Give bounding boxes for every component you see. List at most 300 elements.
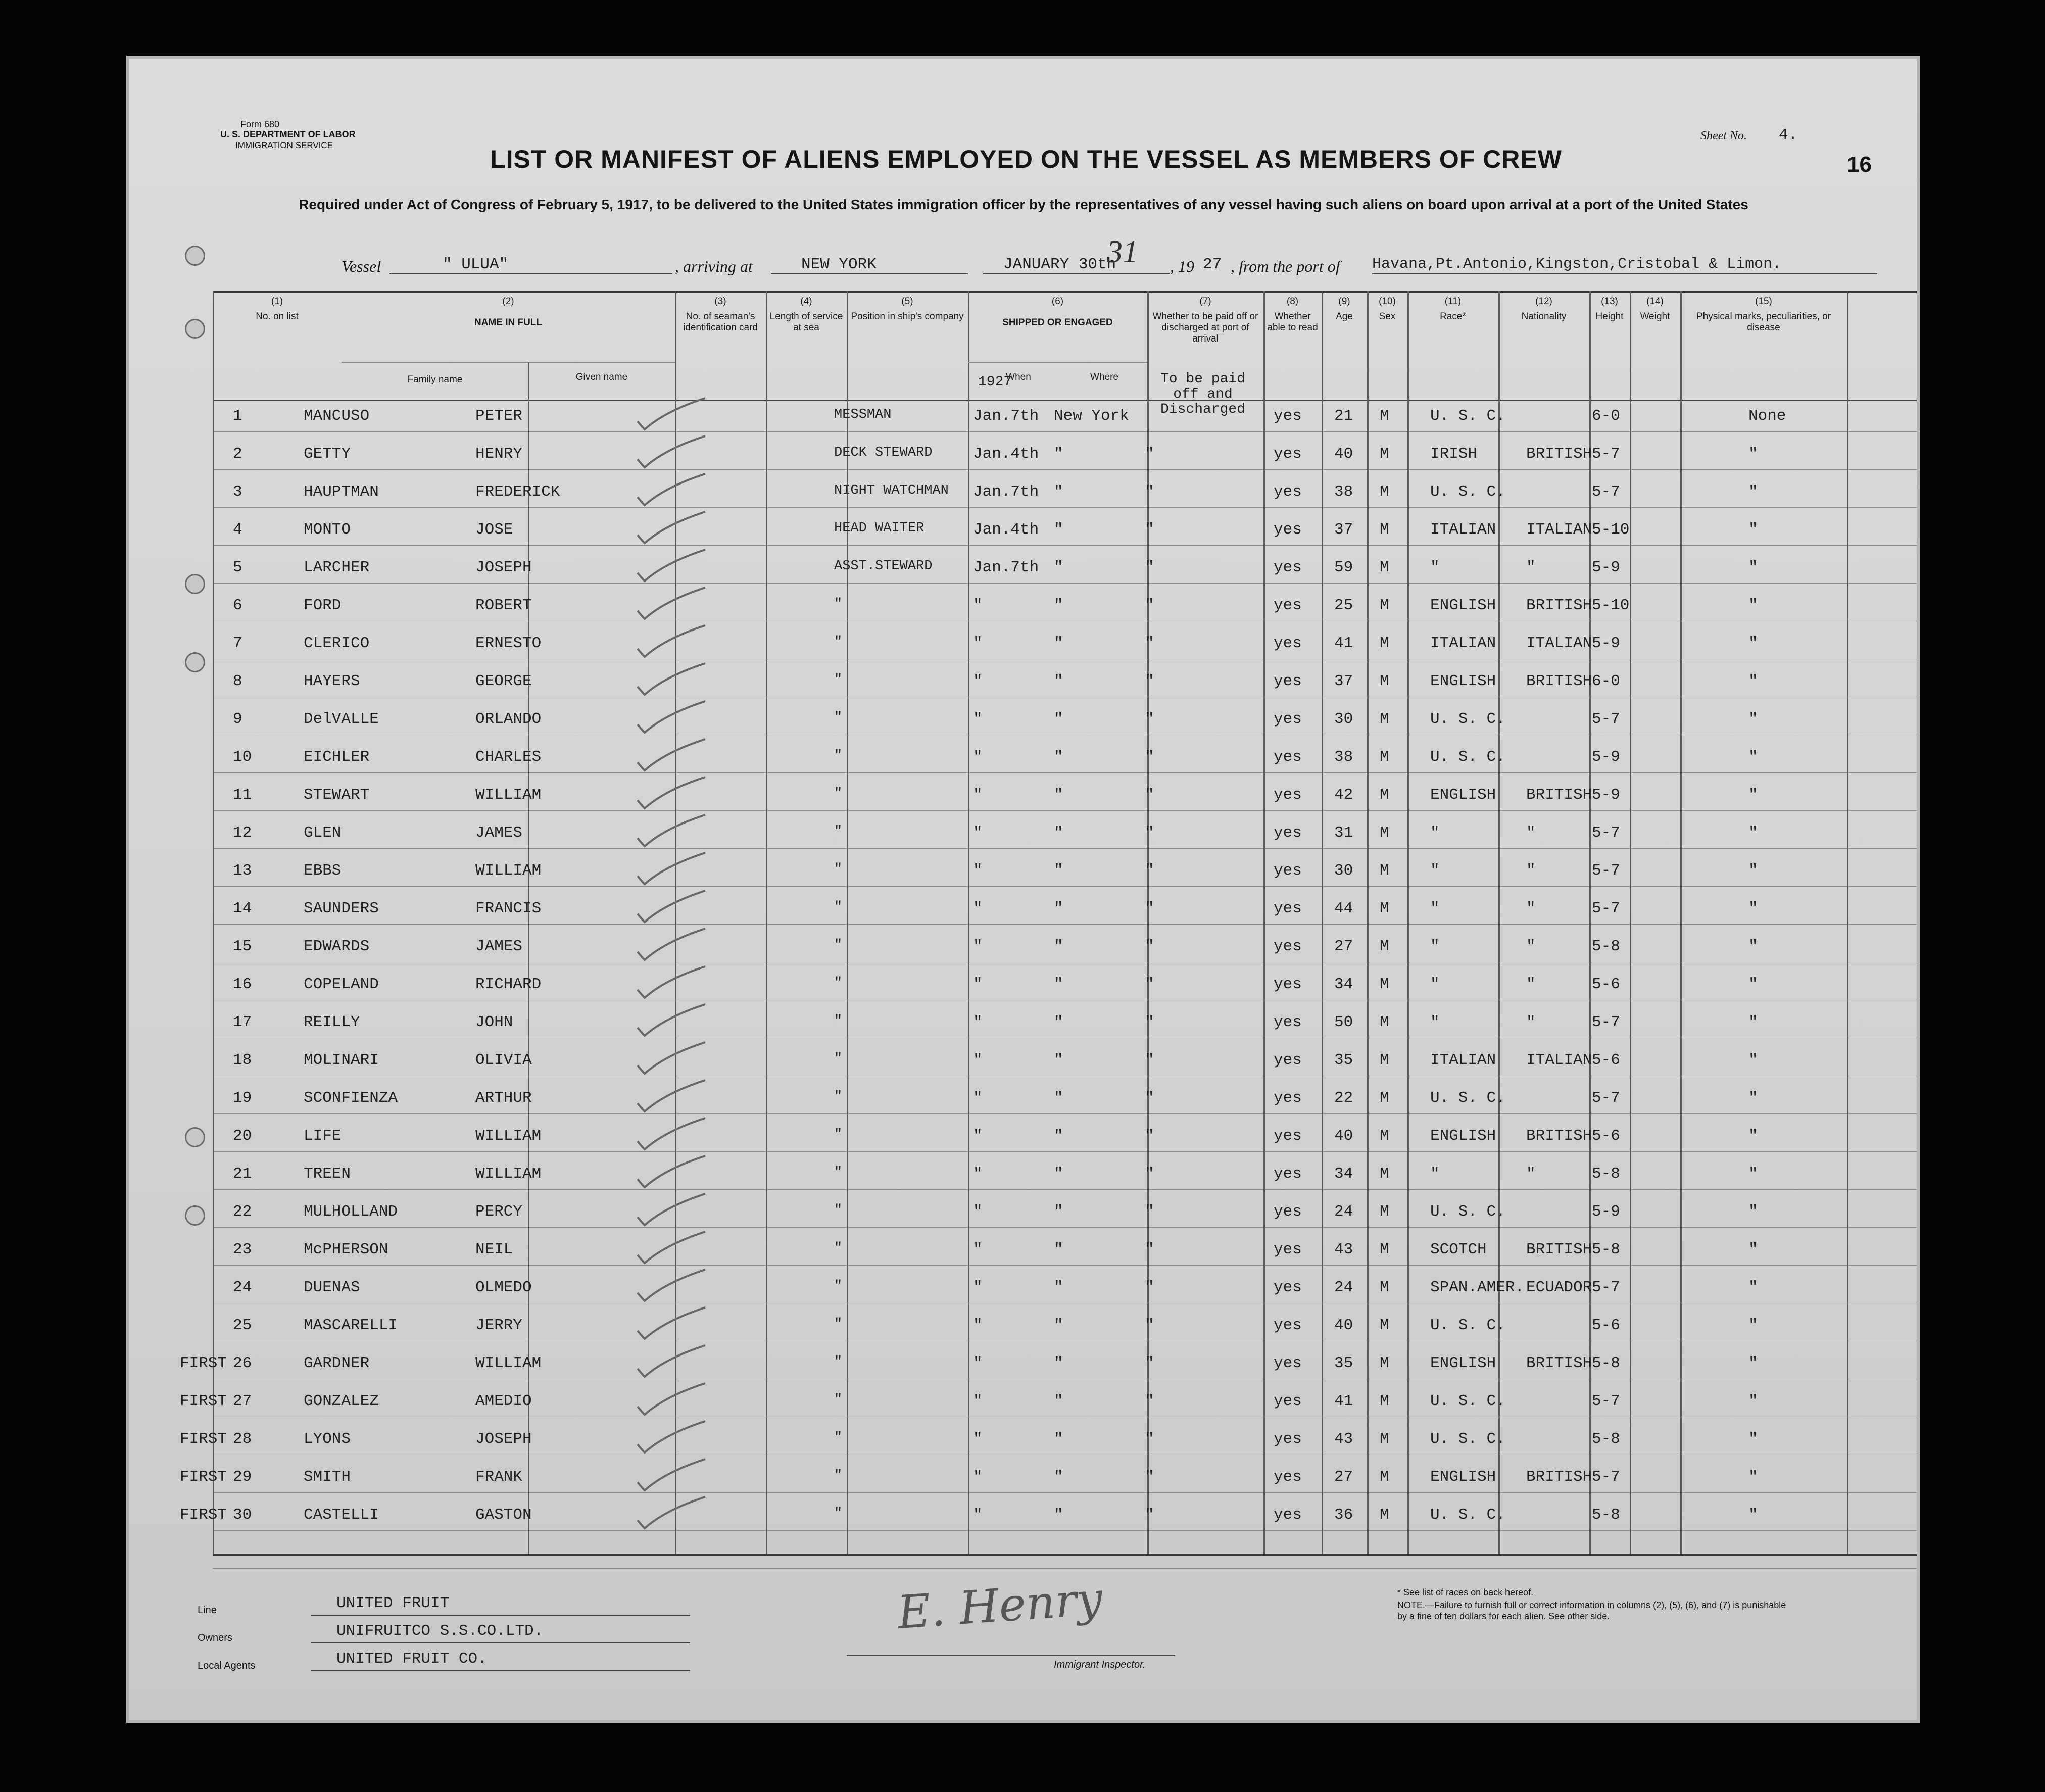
cell-list-number: 17: [233, 1013, 252, 1031]
column-header: Weight: [1640, 311, 1670, 322]
cell-shipped-when: ": [973, 824, 983, 842]
cell-shipped-when: ": [973, 1051, 983, 1069]
cell-position: ASST.STEWARD: [834, 559, 933, 574]
cell-shipped-when: ": [973, 597, 983, 614]
cell-age: 24: [1334, 1203, 1353, 1221]
column-header: Length of service at sea: [769, 311, 843, 333]
column-header: SHIPPED OR ENGAGED: [1002, 317, 1113, 328]
cell-nationality: ": [1526, 559, 1536, 576]
cell-list-number: 9: [233, 710, 242, 728]
cell-position: ": [834, 1241, 843, 1256]
cell-position: ": [834, 786, 843, 801]
cell-position: NIGHT WATCHMAN: [834, 483, 949, 498]
check-mark-icon: [635, 775, 710, 810]
cell-physical-marks: ": [1748, 1127, 1758, 1145]
cell-given-name: JOHN: [475, 1013, 513, 1031]
cell-able-to-read: yes: [1274, 786, 1302, 804]
cell-sex: M: [1380, 1392, 1389, 1410]
cell-position: ": [834, 672, 843, 688]
cell-height: 5-10: [1592, 597, 1630, 614]
cell-able-to-read: yes: [1274, 1506, 1302, 1524]
cell-race: U. S. C.: [1430, 483, 1505, 501]
cell-race: ENGLISH: [1430, 786, 1496, 804]
cell-shipped-where: ": [1054, 1506, 1063, 1524]
arriving-label: , arriving at: [675, 257, 753, 275]
cell-shipped-when: ": [973, 976, 983, 993]
header-when: When: [1006, 372, 1031, 382]
cell-able-to-read: yes: [1274, 1089, 1302, 1107]
column-rule: [1367, 291, 1369, 1554]
cell-list-number: 18: [233, 1051, 252, 1069]
row-rule: [213, 772, 1920, 773]
column-rule: [1847, 291, 1848, 1554]
column-rule: [1498, 291, 1500, 1554]
cell-able-to-read: yes: [1274, 407, 1302, 425]
cell-age: 41: [1334, 1392, 1353, 1410]
row-rule: [213, 583, 1920, 584]
cell-family-name: STEWART: [304, 786, 370, 804]
cell-shipped-when: ": [973, 1430, 983, 1448]
check-mark-icon: [635, 1305, 710, 1341]
cell-race: U. S. C.: [1430, 1317, 1505, 1334]
cell-position: ": [834, 938, 843, 953]
cell-list-number: 14: [233, 900, 252, 917]
cell-position: ": [834, 748, 843, 763]
cell-shipped-when: ": [973, 710, 983, 728]
cell-sex: M: [1380, 1165, 1389, 1183]
cell-given-name: FREDERICK: [475, 483, 560, 501]
cell-paid-off-status: ": [1145, 900, 1154, 917]
cell-list-number: 12: [233, 824, 252, 842]
column-number: (4): [800, 296, 812, 307]
cell-given-name: ROBERT: [475, 597, 532, 614]
cell-given-name: OLMEDO: [475, 1279, 532, 1296]
cell-list-number: 10: [233, 748, 252, 766]
punch-hole: [185, 246, 205, 266]
cell-physical-marks: ": [1748, 862, 1758, 880]
cell-list-number: 16: [233, 976, 252, 993]
cell-age: 35: [1334, 1354, 1353, 1372]
cell-crew-class: FIRST: [180, 1430, 227, 1448]
cell-family-name: TREEN: [304, 1165, 351, 1183]
cell-able-to-read: yes: [1274, 445, 1302, 463]
cell-given-name: JAMES: [475, 938, 523, 955]
cell-height: 5-7: [1592, 1468, 1620, 1486]
cell-paid-off-status: ": [1145, 559, 1154, 576]
cell-paid-off-status: ": [1145, 1392, 1154, 1410]
column-header: Nationality: [1521, 311, 1567, 322]
cell-height: 5-7: [1592, 483, 1620, 501]
cell-height: 5-9: [1592, 748, 1620, 766]
cell-race: ": [1430, 824, 1440, 842]
column-rule: [847, 291, 848, 1554]
cell-shipped-when: ": [973, 1013, 983, 1031]
cell-age: 30: [1334, 710, 1353, 728]
year-prefix: , 19: [1170, 257, 1194, 275]
cell-shipped-where: ": [1054, 1279, 1063, 1296]
cell-list-number: 21: [233, 1165, 252, 1183]
row-rule: [213, 469, 1920, 470]
cell-family-name: HAUPTMAN: [304, 483, 379, 501]
cell-list-number: 11: [233, 786, 252, 804]
cell-physical-marks: ": [1748, 938, 1758, 955]
cell-able-to-read: yes: [1274, 824, 1302, 842]
department: U. S. DEPARTMENT OF LABOR: [220, 129, 356, 139]
cell-shipped-when: ": [973, 862, 983, 880]
cell-paid-off-status: ": [1145, 1089, 1154, 1107]
cell-age: 38: [1334, 483, 1353, 501]
cell-given-name: JERRY: [475, 1317, 523, 1334]
cell-physical-marks: ": [1748, 1430, 1758, 1448]
cell-position: ": [834, 824, 843, 839]
cell-height: 5-7: [1592, 1392, 1620, 1410]
cell-race: U. S. C.: [1430, 1203, 1505, 1221]
cell-shipped-where: ": [1054, 483, 1063, 501]
cell-position: ": [834, 1392, 843, 1408]
cell-position: ": [834, 1089, 843, 1104]
cell-race: ENGLISH: [1430, 597, 1496, 614]
cell-race: ": [1430, 900, 1440, 917]
column-header: Height: [1595, 311, 1624, 322]
column-number: (3): [714, 296, 726, 307]
cell-age: 37: [1334, 672, 1353, 690]
cell-height: 5-7: [1592, 710, 1620, 728]
cell-race: ENGLISH: [1430, 672, 1496, 690]
cell-paid-off-status: ": [1145, 597, 1154, 614]
cell-paid-off-status: ": [1145, 1165, 1154, 1183]
cell-height: 5-7: [1592, 445, 1620, 463]
row-rule: [213, 431, 1920, 432]
cell-family-name: MULHOLLAND: [304, 1203, 398, 1221]
column-number: (8): [1286, 296, 1299, 307]
cell-sex: M: [1380, 1279, 1389, 1296]
check-mark-icon: [635, 1495, 710, 1530]
header-rule: [213, 400, 1920, 401]
column-rule: [766, 291, 767, 1554]
cell-paid-off-status: ": [1145, 483, 1154, 501]
cell-paid-off-status: ": [1145, 672, 1154, 690]
cell-shipped-where: ": [1054, 1127, 1063, 1145]
cell-age: 27: [1334, 938, 1353, 955]
cell-shipped-when: ": [973, 1203, 983, 1221]
cell-shipped-when: ": [973, 786, 983, 804]
cell-list-number: 29: [233, 1468, 252, 1486]
cell-paid-off-status: ": [1145, 1468, 1154, 1486]
cell-shipped-where: ": [1054, 1468, 1063, 1486]
cell-height: 6-0: [1592, 407, 1620, 425]
cell-sex: M: [1380, 976, 1389, 993]
column-number: (10): [1379, 296, 1396, 307]
cell-nationality: ITALIAN: [1526, 635, 1592, 652]
cell-paid-off-status: ": [1145, 521, 1154, 539]
cell-family-name: GARDNER: [304, 1354, 370, 1372]
row-rule: [213, 886, 1920, 887]
cell-family-name: MOLINARI: [304, 1051, 379, 1069]
cell-race: ": [1430, 976, 1440, 993]
cell-shipped-where: ": [1054, 1430, 1063, 1448]
cell-sex: M: [1380, 1430, 1389, 1448]
cell-age: 35: [1334, 1051, 1353, 1069]
cell-position: ": [834, 1317, 843, 1332]
cell-shipped-where: ": [1054, 672, 1063, 690]
cell-list-number: 19: [233, 1089, 252, 1107]
check-mark-icon: [635, 396, 710, 431]
cell-able-to-read: yes: [1274, 672, 1302, 690]
cell-age: 37: [1334, 521, 1353, 539]
cell-physical-marks: ": [1748, 824, 1758, 842]
cell-height: 5-10: [1592, 521, 1630, 539]
cell-able-to-read: yes: [1274, 521, 1302, 539]
row-rule: [213, 1113, 1920, 1114]
column-rule: [1680, 291, 1682, 1554]
cell-paid-off-status: ": [1145, 938, 1154, 955]
cell-family-name: GETTY: [304, 445, 351, 463]
cell-physical-marks: ": [1748, 1468, 1758, 1486]
cell-height: 6-0: [1592, 672, 1620, 690]
cell-shipped-where: ": [1054, 559, 1063, 576]
check-mark-icon: [635, 548, 710, 583]
inspector-label: Immigrant Inspector.: [1054, 1659, 1146, 1670]
cell-shipped-where: New York: [1054, 407, 1129, 425]
cell-race: ENGLISH: [1430, 1354, 1496, 1372]
cell-position: MESSMAN: [834, 407, 892, 422]
cell-paid-off-status: ": [1145, 862, 1154, 880]
cell-shipped-where: ": [1054, 1089, 1063, 1107]
vessel-name: " ULUA": [443, 256, 509, 273]
cell-given-name: FRANCIS: [475, 900, 542, 917]
cell-shipped-where: ": [1054, 862, 1063, 880]
cell-position: ": [834, 1279, 843, 1294]
cell-shipped-when: ": [973, 1127, 983, 1145]
cell-physical-marks: ": [1748, 672, 1758, 690]
cell-race: U. S. C.: [1430, 1430, 1505, 1448]
cell-age: 43: [1334, 1241, 1353, 1258]
check-mark-icon: [635, 1192, 710, 1227]
cell-given-name: WILLIAM: [475, 1127, 542, 1145]
punch-hole: [185, 319, 205, 339]
cell-height: 5-9: [1592, 635, 1620, 652]
cell-nationality: ECUADOR: [1526, 1279, 1592, 1296]
cell-height: 5-7: [1592, 1279, 1620, 1296]
cell-able-to-read: yes: [1274, 1430, 1302, 1448]
check-mark-icon: [635, 889, 710, 924]
cell-shipped-when: ": [973, 1279, 983, 1296]
cell-position: ": [834, 1127, 843, 1142]
check-mark-icon: [635, 1343, 710, 1379]
cell-race: ": [1430, 1013, 1440, 1031]
cell-paid-off-status: ": [1145, 976, 1154, 993]
cell-family-name: HAYERS: [304, 672, 360, 690]
cell-age: 50: [1334, 1013, 1353, 1031]
row-rule: [213, 1227, 1920, 1228]
cell-given-name: WILLIAM: [475, 1165, 542, 1183]
cell-paid-off-status: ": [1145, 786, 1154, 804]
cell-family-name: SMITH: [304, 1468, 351, 1486]
cell-able-to-read: yes: [1274, 1392, 1302, 1410]
agents-label: Local Agents: [198, 1660, 256, 1671]
cell-sex: M: [1380, 1203, 1389, 1221]
cell-height: 5-6: [1592, 1127, 1620, 1145]
cell-physical-marks: ": [1748, 445, 1758, 463]
cell-height: 5-8: [1592, 1506, 1620, 1524]
cell-age: 42: [1334, 786, 1353, 804]
cell-physical-marks: ": [1748, 1506, 1758, 1524]
cell-age: 24: [1334, 1279, 1353, 1296]
cell-sex: M: [1380, 1013, 1389, 1031]
cell-shipped-when: ": [973, 900, 983, 917]
cell-height: 5-9: [1592, 786, 1620, 804]
cell-sex: M: [1380, 672, 1389, 690]
cell-given-name: WILLIAM: [475, 1354, 542, 1372]
cell-given-name: JAMES: [475, 824, 523, 842]
cell-able-to-read: yes: [1274, 1317, 1302, 1334]
cell-nationality: ": [1526, 1013, 1536, 1031]
cell-nationality: ": [1526, 1165, 1536, 1183]
cell-given-name: PERCY: [475, 1203, 523, 1221]
cell-given-name: HENRY: [475, 445, 523, 463]
cell-list-number: 26: [233, 1354, 252, 1372]
cell-physical-marks: ": [1748, 1051, 1758, 1069]
cell-physical-marks: ": [1748, 597, 1758, 614]
cell-position: ": [834, 1354, 843, 1370]
cell-able-to-read: yes: [1274, 938, 1302, 955]
cell-physical-marks: ": [1748, 710, 1758, 728]
check-mark-icon: [635, 472, 710, 507]
cell-able-to-read: yes: [1274, 483, 1302, 501]
cell-paid-off-status: ": [1145, 710, 1154, 728]
cell-race: ENGLISH: [1430, 1127, 1496, 1145]
cell-nationality: BRITISH: [1526, 1354, 1592, 1372]
cell-race: U. S. C.: [1430, 710, 1505, 728]
cell-sex: M: [1380, 1317, 1389, 1334]
punch-hole: [185, 652, 205, 672]
column-header: No. on list: [256, 311, 299, 322]
races-note: * See list of races on back hereof.: [1397, 1587, 1534, 1597]
cell-nationality: ": [1526, 824, 1536, 842]
cell-physical-marks: ": [1748, 748, 1758, 766]
cell-family-name: LYONS: [304, 1430, 351, 1448]
cell-shipped-where: ": [1054, 824, 1063, 842]
cell-physical-marks: ": [1748, 1279, 1758, 1296]
cell-list-number: 28: [233, 1430, 252, 1448]
row-rule: [213, 924, 1920, 925]
cell-family-name: EDWARDS: [304, 938, 370, 955]
cell-paid-off-status: ": [1145, 1127, 1154, 1145]
cell-family-name: SCONFIENZA: [304, 1089, 398, 1107]
cell-family-name: McPHERSON: [304, 1241, 388, 1258]
cell-shipped-where: ": [1054, 1013, 1063, 1031]
cell-height: 5-8: [1592, 1430, 1620, 1448]
cell-sex: M: [1380, 862, 1389, 880]
cell-race: ": [1430, 1165, 1440, 1183]
check-mark-icon: [635, 661, 710, 697]
cell-shipped-when: ": [973, 938, 983, 955]
cell-height: 5-7: [1592, 862, 1620, 880]
cell-given-name: OLIVIA: [475, 1051, 532, 1069]
cell-physical-marks: ": [1748, 976, 1758, 993]
check-mark-icon: [635, 510, 710, 545]
check-mark-icon: [635, 586, 710, 621]
cell-height: 5-7: [1592, 1089, 1620, 1107]
cell-age: 34: [1334, 1165, 1353, 1183]
cell-given-name: GASTON: [475, 1506, 532, 1524]
cell-family-name: CLERICO: [304, 635, 370, 652]
column-number: (7): [1199, 296, 1211, 307]
cell-physical-marks: ": [1748, 483, 1758, 501]
cell-list-number: 2: [233, 445, 242, 463]
cell-shipped-when: Jan.7th: [973, 407, 1039, 425]
fine-note: NOTE.—Failure to furnish full or correct information in columns (2), (5), (6), and (7) is punishable by a fine of ten dollars for each alien. See other side.: [1397, 1600, 1786, 1621]
cell-race: U. S. C.: [1430, 407, 1505, 425]
cell-physical-marks: ": [1748, 1089, 1758, 1107]
cell-list-number: 6: [233, 597, 242, 614]
column-number: (14): [1646, 296, 1664, 307]
cell-nationality: ": [1526, 862, 1536, 880]
cell-family-name: REILLY: [304, 1013, 360, 1031]
cell-position: ": [834, 900, 843, 915]
cell-family-name: LARCHER: [304, 559, 370, 576]
cell-height: 5-6: [1592, 1317, 1620, 1334]
cell-sex: M: [1380, 1468, 1389, 1486]
row-rule: [213, 1265, 1920, 1266]
cell-shipped-where: ": [1054, 521, 1063, 539]
cell-shipped-when: ": [973, 1317, 983, 1334]
cell-age: 40: [1334, 1127, 1353, 1145]
cell-paid-off-status: ": [1145, 748, 1154, 766]
check-mark-icon: [635, 1078, 710, 1113]
cell-race: U. S. C.: [1430, 1506, 1505, 1524]
cell-crew-class: FIRST: [180, 1468, 227, 1486]
cell-position: ": [834, 597, 843, 612]
column-header: No. of seaman's identification card: [683, 311, 758, 333]
cell-position: ": [834, 710, 843, 725]
cell-shipped-where: ": [1054, 597, 1063, 614]
cell-shipped-when: ": [973, 1089, 983, 1107]
cell-given-name: RICHARD: [475, 976, 542, 993]
check-mark-icon: [635, 1268, 710, 1303]
cell-sex: M: [1380, 1241, 1389, 1258]
column-rule: [1630, 291, 1631, 1554]
cell-position: ": [834, 635, 843, 650]
cell-nationality: ": [1526, 900, 1536, 917]
page-number: 16: [1847, 152, 1872, 177]
cell-race: ITALIAN: [1430, 521, 1496, 539]
from-ports: Havana,Pt.Antonio,Kingston,Cristobal & Limon.: [1372, 256, 1782, 273]
cell-sex: M: [1380, 1089, 1389, 1107]
cell-height: 5-7: [1592, 900, 1620, 917]
cell-age: 38: [1334, 748, 1353, 766]
row-rule: [213, 1568, 1920, 1569]
cell-family-name: MONTO: [304, 521, 351, 539]
column-number: (12): [1535, 296, 1552, 307]
check-mark-icon: [635, 699, 710, 735]
cell-shipped-where: ": [1054, 1317, 1063, 1334]
cell-position: ": [834, 1430, 843, 1445]
cell-able-to-read: yes: [1274, 1468, 1302, 1486]
cell-physical-marks: ": [1748, 900, 1758, 917]
cell-family-name: FORD: [304, 597, 342, 614]
cell-nationality: ITALIAN: [1526, 1051, 1592, 1069]
cell-sex: M: [1380, 635, 1389, 652]
cell-list-number: 4: [233, 521, 242, 539]
cell-list-number: 1: [233, 407, 242, 425]
row-rule: [213, 1151, 1920, 1152]
cell-list-number: 24: [233, 1279, 252, 1296]
cell-able-to-read: yes: [1274, 1203, 1302, 1221]
cell-able-to-read: yes: [1274, 1279, 1302, 1296]
cell-age: 40: [1334, 445, 1353, 463]
page-subtitle: Required under Act of Congress of February 5, 1917, to be delivered to the United States immigration officer by the representatives of any vessel having such aliens on board upon arrival at a port of the United States: [299, 197, 1748, 212]
